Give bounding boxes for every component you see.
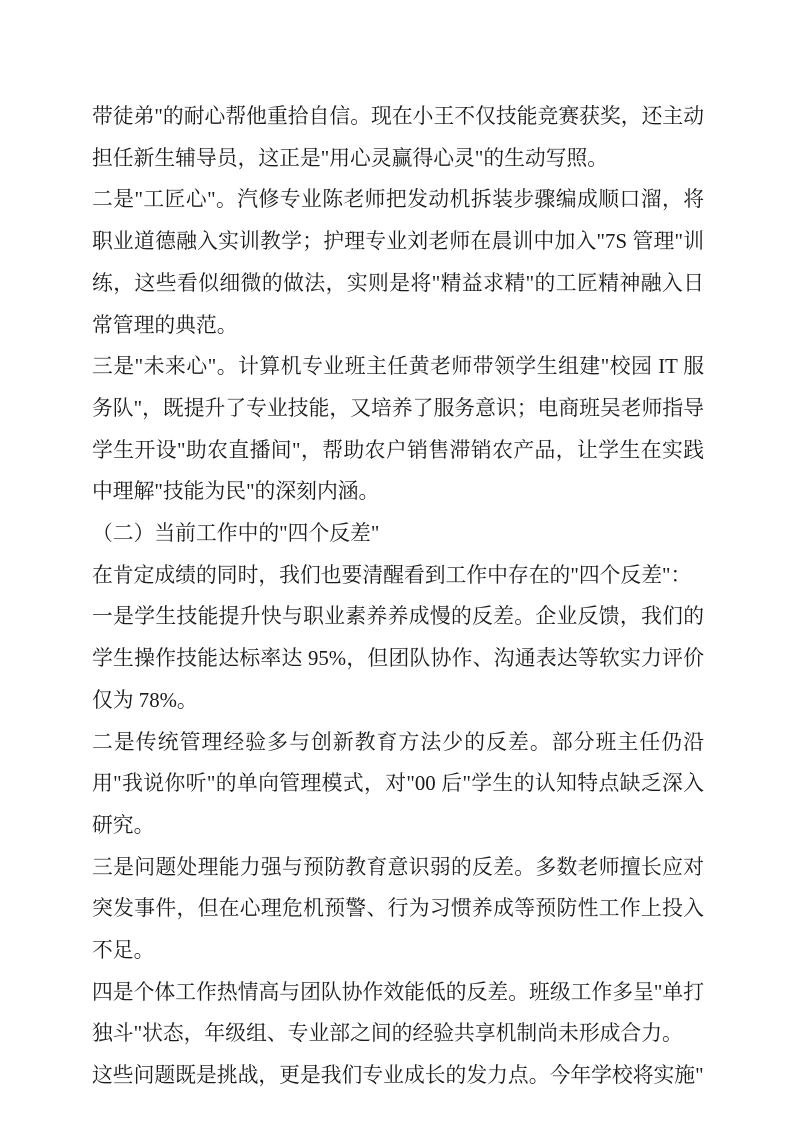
section-heading-four-contrasts: （二）当前工作中的"四个反差" xyxy=(92,522,380,546)
paragraph-continuation-heart: 带徒弟"的耐心帮他重拾自信。现在小王不仅技能竞赛获奖，还主动担任新生辅导员，这正是"用心灵赢得心灵"的生动写照。 xyxy=(92,105,704,170)
paragraph-future-heart: 三是"未来心"。计算机专业班主任黄老师带领学生组建"校园 IT 服务队"，既提升了专业技能，又培养了服务意识；电商班吴老师指导学生开设"助农直播间"，帮助农户销售滞销农产品，让学生在实践中理解"技能为民"的深刻内涵。 xyxy=(92,355,704,504)
paragraph-craftsman-heart: 二是"工匠心"。汽修专业陈老师把发动机拆装步骤编成顺口溜，将职业道德融入实训教学；护理专业刘老师在晨训中加入"7S 管理"训练，这些看似细微的做法，实则是将"精益求精"的工匠精神融入日常管理的典范。 xyxy=(92,188,704,337)
paragraph-closing: 这些问题既是挑战，更是我们专业成长的发力点。今年学校将实施" xyxy=(92,1064,704,1088)
paragraph-contrast-4: 四是个体工作热情高与团队协作效能低的反差。班级工作多呈"单打独斗"状态，年级组、专业部之间的经验共享机制尚未形成合力。 xyxy=(92,980,704,1046)
paragraph-contrast-2: 二是传统管理经验多与创新教育方法少的反差。部分班主任仍沿用"我说你听"的单向管理模式，对"00 后"学生的认知特点缺乏深入研究。 xyxy=(92,730,704,837)
paragraph-contrasts-intro: 在肯定成绩的同时，我们也要清醒看到工作中存在的"四个反差"： xyxy=(92,563,692,587)
paragraph-contrast-3: 三是问题处理能力强与预防教育意识弱的反差。多数老师擅长应对突发事件，但在心理危机预警、行为习惯养成等预防性工作上投入不足。 xyxy=(92,855,704,963)
paragraph-contrast-1: 一是学生技能提升快与职业素养养成慢的反差。企业反馈，我们的学生操作技能达标率达 95%，但团队协作、沟通表达等软实力评价仅为 78%。 xyxy=(92,605,704,712)
